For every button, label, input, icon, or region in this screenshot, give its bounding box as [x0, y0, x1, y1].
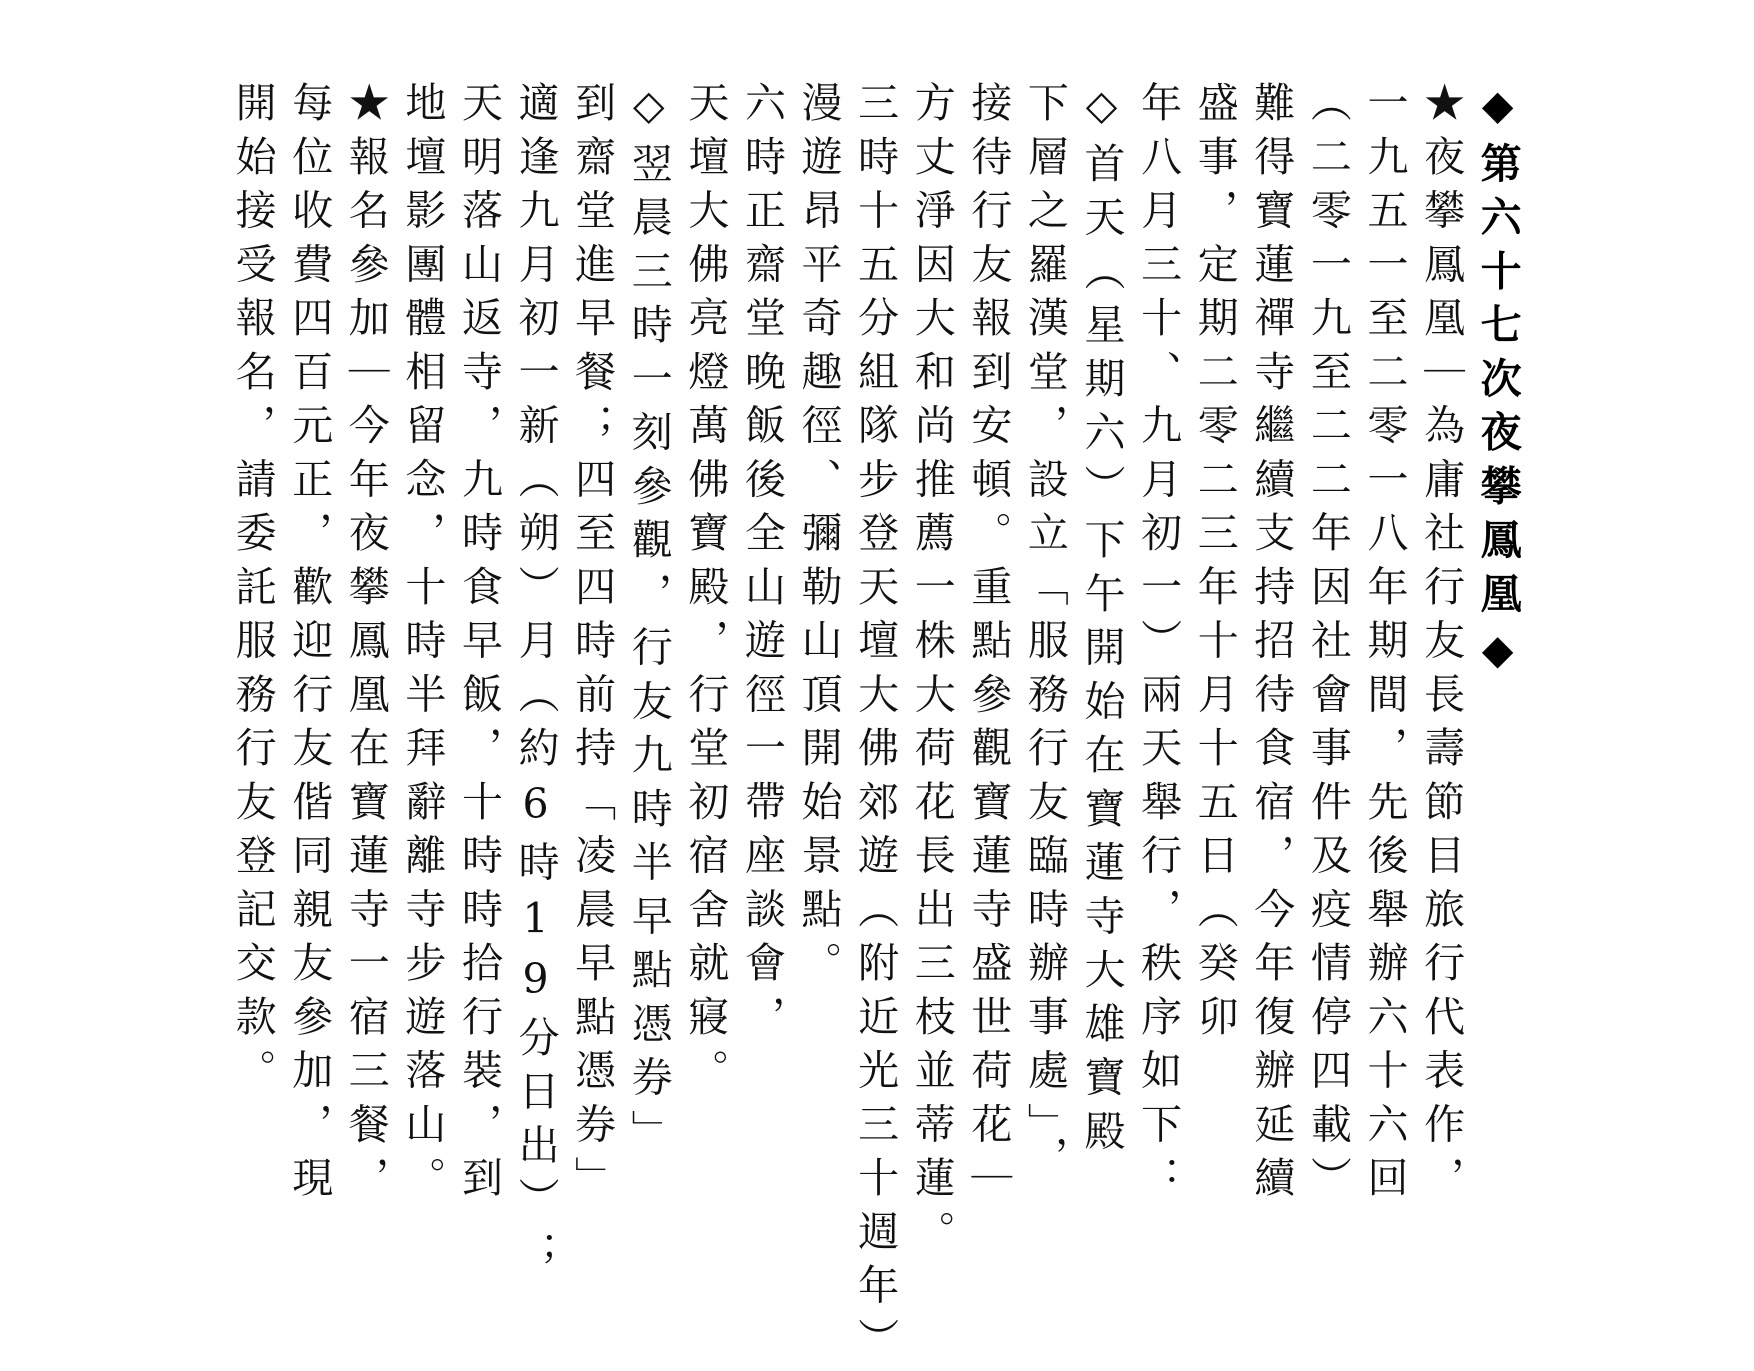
text-column-6: 年八月三十、九月初一︶兩天舉行，秩序如下： — [1134, 81, 1183, 1210]
text-column-7: ◇首天︵星期六︶下午開始在寶蓮寺大雄寶殿 — [1077, 81, 1126, 1163]
text-column-18: 天明落山返寺，九時食早飯，十時時拾行裝，到 — [454, 81, 503, 1210]
text-column-3: ︵二零一九至二二年因社會事件及疫情停四載︶ — [1303, 81, 1352, 1210]
vertical-text-block — [224, 81, 1526, 1371]
text-column-8: 下層之羅漢堂，設立「服務行友臨時辦事處」， — [1020, 81, 1069, 1190]
text-column-11: 三時十五分組隊步登天壇大佛郊遊︵附近光三十週年︶ — [851, 81, 900, 1371]
text-column-2: 一九五一至二零一八年期間，先後舉辦六十六回 — [1360, 81, 1409, 1210]
text-column-5: 盛事，定期二零二三年十月十五日︵癸卯 — [1190, 81, 1239, 1049]
text-column-9: 接待行友報到安頓。重點參觀寶蓮寺盛世荷花｜ — [964, 81, 1013, 1210]
text-column-12: 漫遊昂平奇趣徑、彌勒山頂開始景點。 — [794, 81, 843, 995]
text-column-22: 開始接受報名，請委託服務行友登記交款。 — [228, 81, 277, 1103]
text-column-4: 難得寶蓮禪寺繼續支持招待食宿，今年復辦延續 — [1247, 81, 1296, 1210]
text-column-1: ★夜攀鳳凰｜為庸社行友長壽節目旅行代表作， — [1417, 81, 1466, 1210]
text-column-21: 每位收費四百元正，歡迎行友偕同親友參加，現 — [285, 81, 334, 1210]
text-column-13: 六時正齋堂晚飯後全山遊徑一帶座談會， — [737, 81, 786, 1049]
text-column-20: ★報名參加｜今年夜攀鳳凰在寶蓮寺一宿三餐， — [341, 81, 390, 1210]
article-title: ◆第六十七次夜攀鳳凰◆ — [1473, 81, 1522, 687]
text-column-10: 方丈淨因大和尚推薦一株大荷花長出三枝並蒂蓮。 — [907, 81, 956, 1264]
text-column-19: 地壇影團體相留念，十時半拜辭離寺步遊落山。 — [398, 81, 447, 1210]
text-column-15: ◇翌晨三時一刻參觀，行友九時半早點憑券」 — [624, 81, 673, 1163]
text-column-17: 適逢九月初一新︵朔︶月︵約6時19分日出︶； — [511, 81, 560, 1285]
text-column-14: 天壇大佛亮燈萬佛寶殿，行堂初宿舍就寢。 — [681, 81, 730, 1103]
text-column-16: 到齋堂進早餐；四至四時前持「凌晨早點憑券」 — [568, 81, 617, 1210]
